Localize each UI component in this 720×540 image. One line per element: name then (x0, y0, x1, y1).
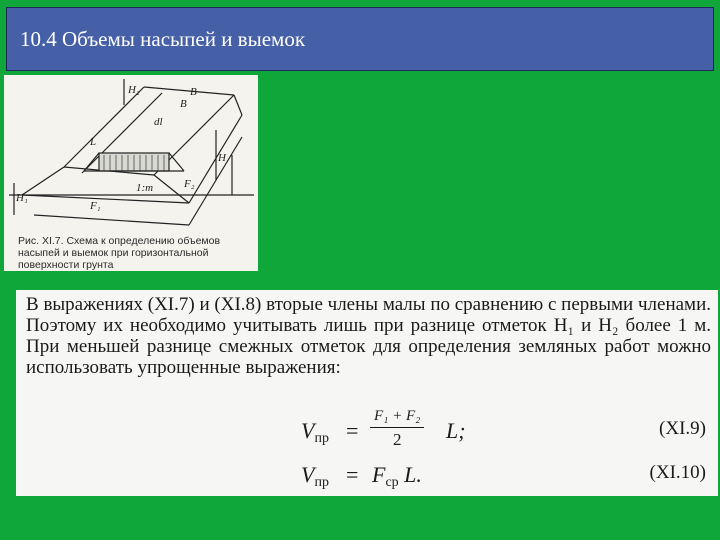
formula1-eq: = (346, 418, 359, 443)
formula2-lhs: Vпр (301, 462, 329, 490)
formula2-tag: (XI.10) (649, 462, 706, 483)
formula2-eq: = (346, 462, 359, 487)
formula1-lhs: Vпр (301, 418, 329, 446)
label-l: L (90, 136, 97, 148)
label-h2: H₂ (128, 84, 140, 96)
figure-caption: Рис. XI.7. Схема к определению объемов насыпей и выемок при горизонтальной поверхности грунта (18, 235, 221, 271)
formula-xi10 (16, 454, 716, 496)
label-dl: dl (154, 116, 163, 128)
slope-left (22, 167, 64, 195)
label-f2: F₂ (184, 178, 195, 190)
formula-xi9 (16, 408, 716, 452)
formula1-tag: (XI.9) (659, 418, 706, 439)
figure-panel (4, 75, 258, 271)
formula1-numerator: F₁ + F₂ (374, 408, 421, 424)
body-paragraph: В выражениях (XI.7) и (XI.8) вторые члены малы по сравнению с первыми членами. Поэтому их необходимо учитывать лишь при разнице отметок H₁ и H₂ более 1 м. При меньшей разнице смежных отметок для определения земляных работ можно использовать упрощенные выражения: (26, 294, 711, 378)
top-edge-back (144, 87, 234, 95)
formula1-rhs: L; (446, 418, 466, 443)
label-h1: H₁ (16, 192, 28, 204)
label-h: H (218, 152, 226, 164)
label-b-top: B (190, 86, 197, 98)
formula1-denominator: 2 (392, 430, 402, 449)
formula1-fraction (370, 408, 424, 450)
label-b-mid: B (180, 98, 187, 110)
slide-title-bar (6, 7, 714, 71)
text-panel (16, 290, 718, 496)
label-f1: F₁ (90, 200, 101, 212)
formula2-rhs: Fср L. (372, 462, 422, 490)
label-im: 1:m (136, 182, 154, 194)
slide-title: 10.4 Объемы насыпей и выемок (20, 26, 306, 51)
